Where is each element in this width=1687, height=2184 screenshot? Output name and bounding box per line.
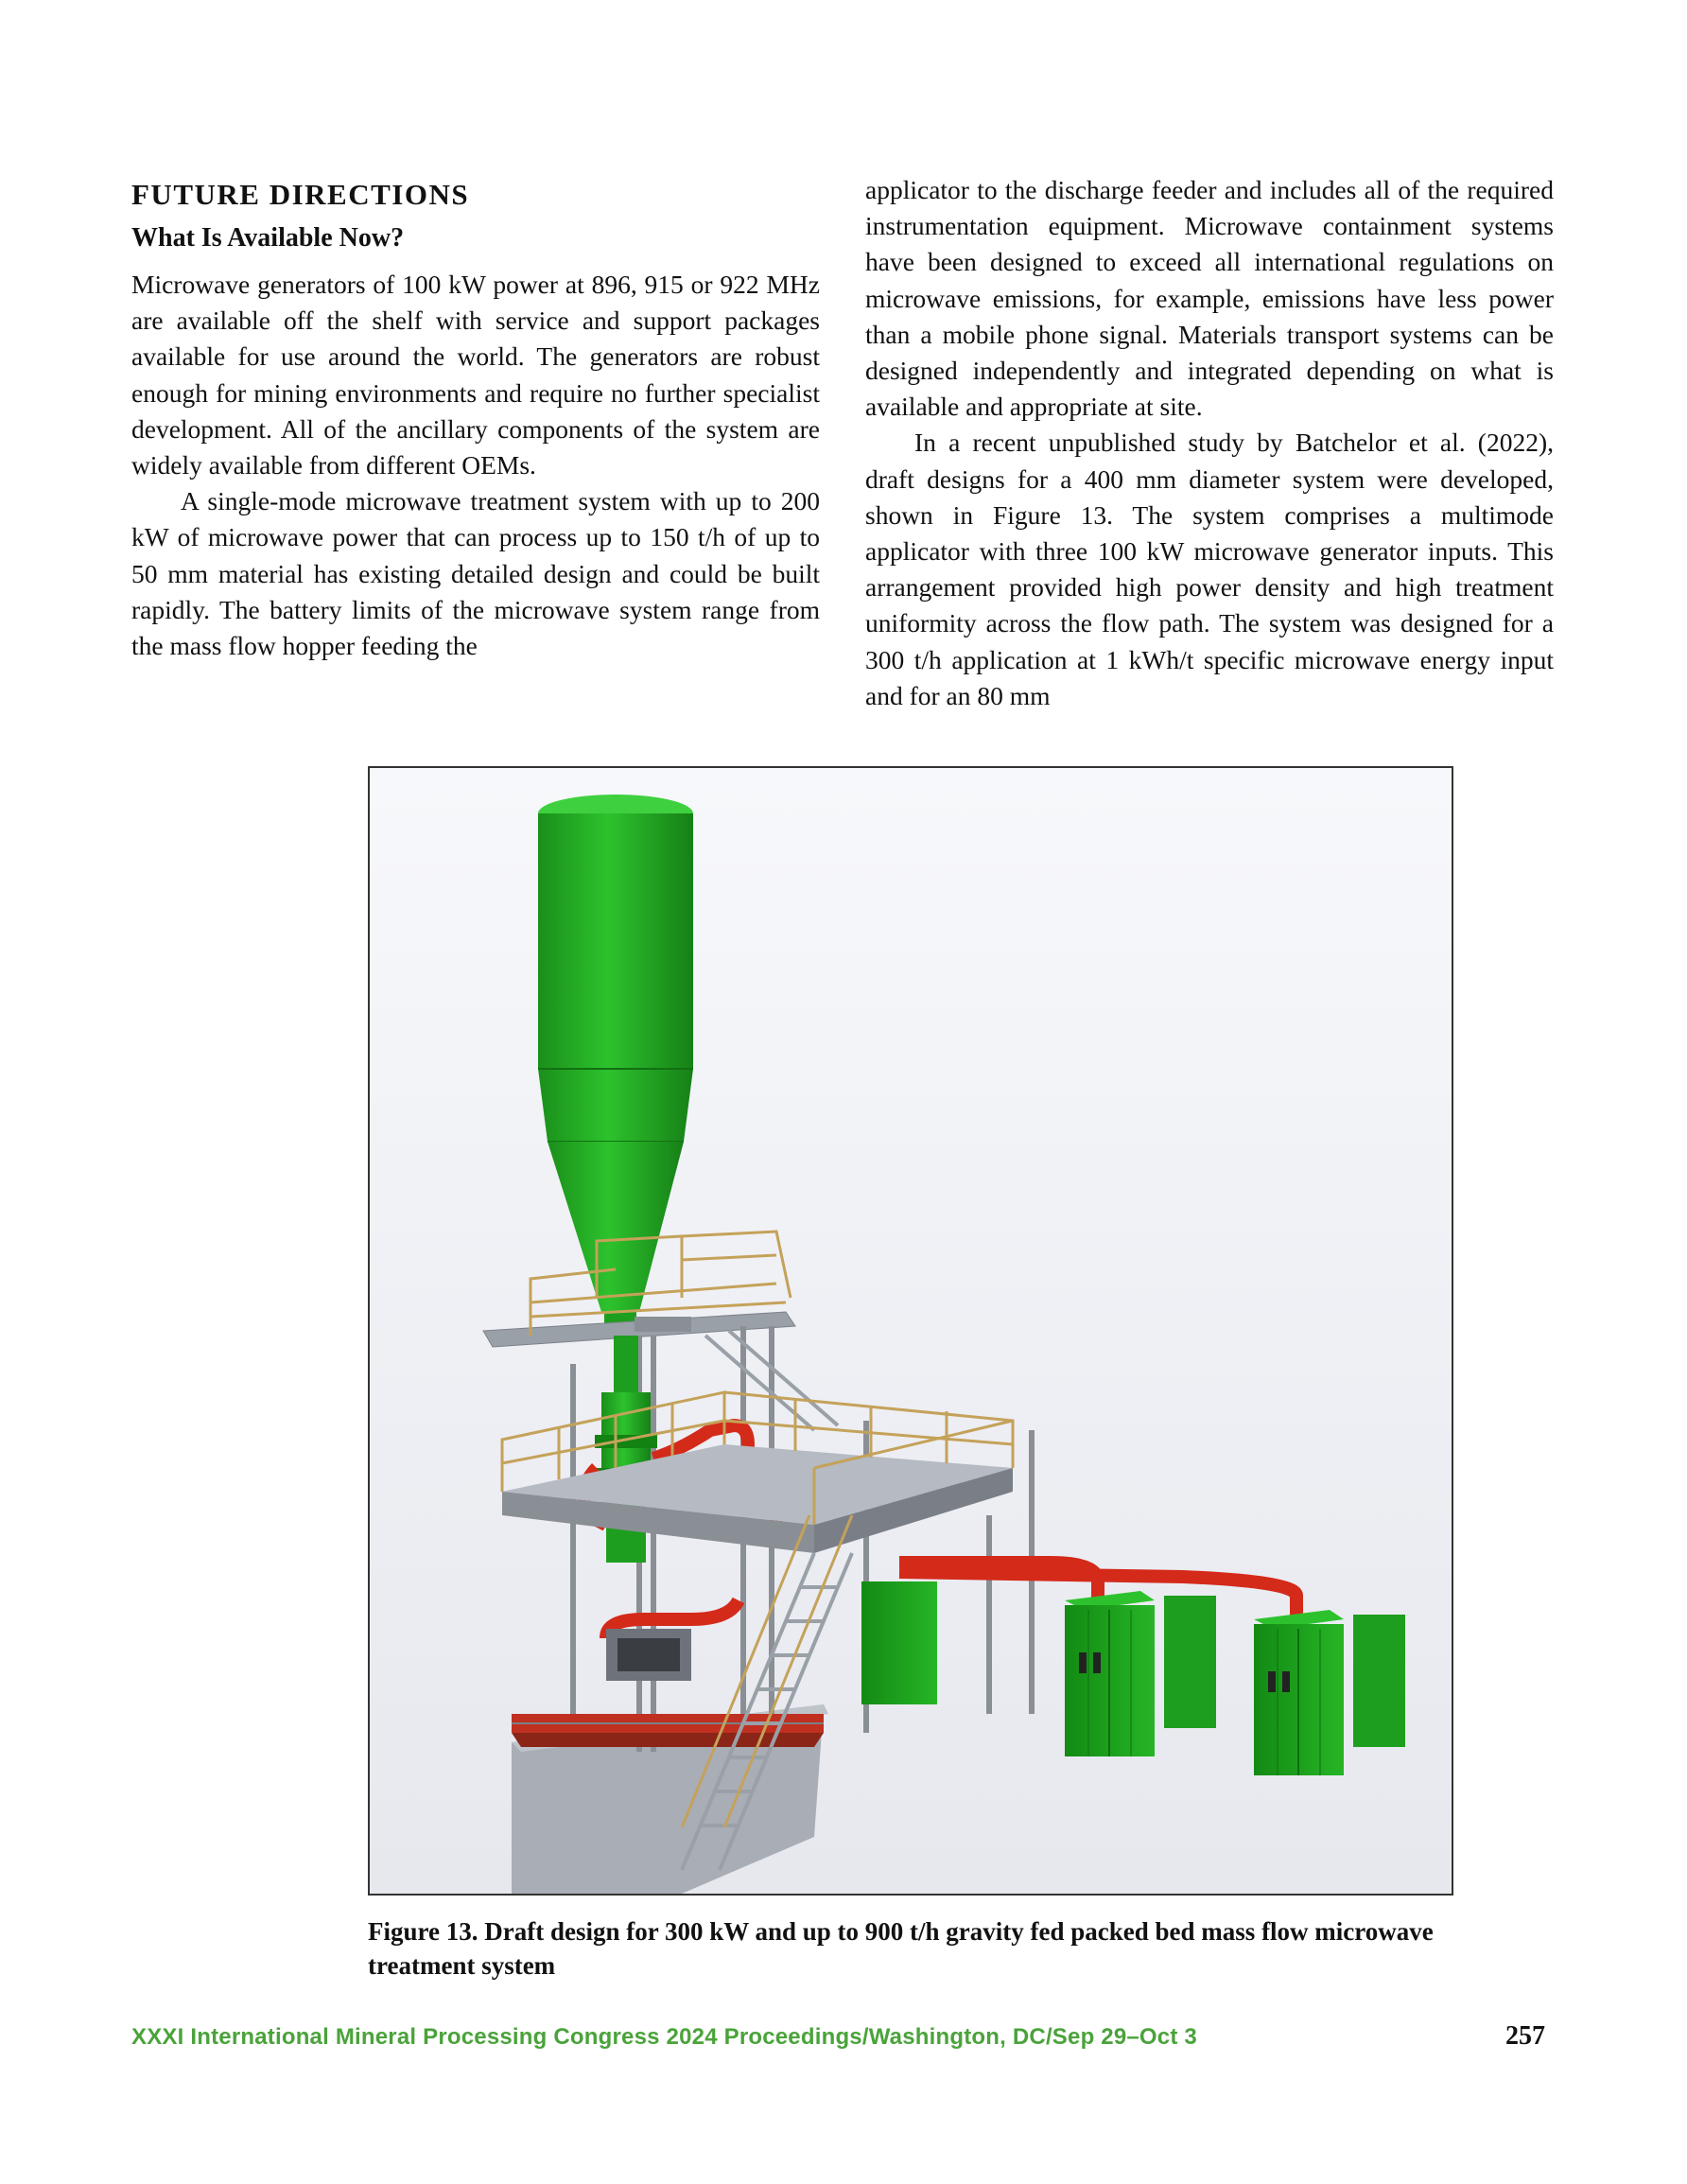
microwave-generator-1 [1065, 1591, 1155, 1756]
applicator-cabinet [861, 1581, 937, 1704]
right-column [865, 172, 1554, 714]
figure-caption: Figure 13. Draft design for 300 kW and up to 900 t/h gravity fed packed bed mass flow microwave treatment system [368, 1917, 1434, 1980]
left-column [131, 172, 820, 664]
page-number: 257 [1505, 2021, 1545, 2051]
footer-proceedings: XXXI International Mineral Processing Congress 2024 Proceedings/Washington, DC/Sep 29–Oct 3 [131, 2024, 1197, 2050]
microwave-system-rendering [370, 768, 1452, 1894]
paragraph-batchelor-study: In a recent unpublished study by Batchelor et al. (2022), draft designs for a 400 mm diameter system were developed, shown in Figure 13. The system comprises a multimode applicator with three 100 kW microwave generator inputs. This arrangement provided high power density and high treatment uniformity across the flow path. The system was designed for a 300 t/h application at 1 kWh/t specific microwave energy input and for an 80 mm [865, 428, 1554, 710]
section-heading: FUTURE DIRECTIONS [131, 178, 470, 211]
paragraph-generators: Microwave generators of 100 kW power at 896, 915 or 922 MHz are available off the shelf with service and support packages available for use around the world. The generators are robust enough for mining environments and require no further specialist development. All of the ancillary components of the system are widely available from different OEMs. [131, 270, 820, 480]
paragraph-single-mode: A single-mode microwave treatment system with up to 200 kW of microwave power that can process up to 150 t/h of up to 50 mm material has existing detailed design and could be built rapidly. The battery limits of the microwave system range from the mass flow hopper feeding the [131, 486, 820, 661]
subheading: What Is Available Now? [131, 223, 405, 253]
figure-13 [368, 766, 1453, 1896]
paragraph-applicator: applicator to the discharge feeder and includes all of the required instrumentation equipment. Microwave containment systems have been designed to exceed all international regulations on microwave emissions, for example, emissions have less power than a mobile phone signal. Materials transport systems can be designed independently and integrated depending on what is available and appropriate at site. [865, 175, 1554, 422]
microwave-generator-2 [1254, 1610, 1344, 1775]
